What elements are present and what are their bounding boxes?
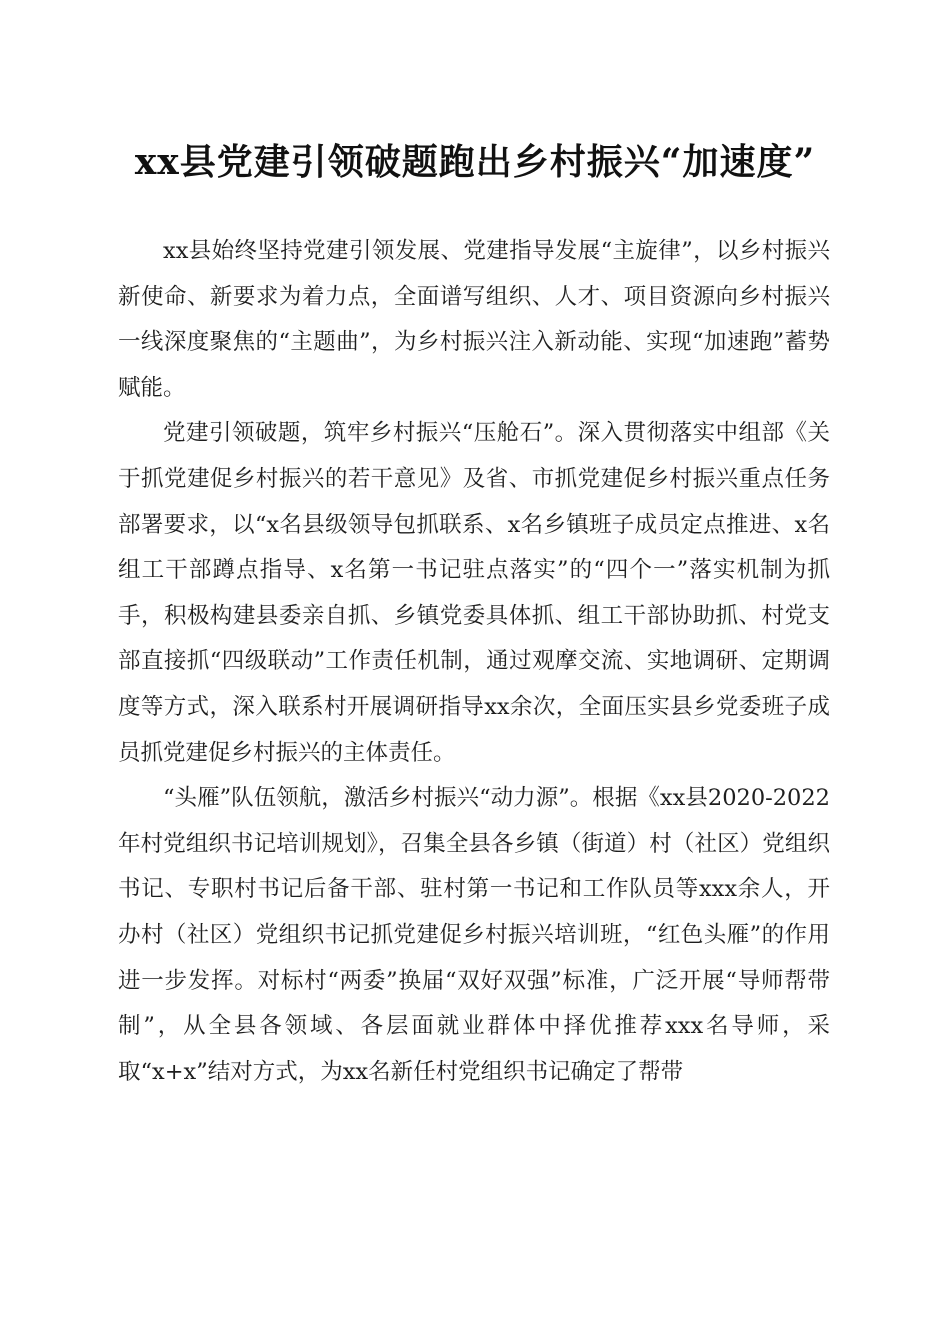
paragraph-intro: xx县始终坚持党建引领发展、党建指导发展“主旋律”，以乡村振兴新使命、新要求为着力点，全面谱写组织、人才、项目资源向乡村振兴一线深度聚焦的“主题曲”，为乡村振兴注入新动能、实现“加速跑”蓄势赋能。 [118, 238, 830, 401]
document-title: xx县党建引领破题跑出乡村振兴“加速度” [134, 141, 816, 183]
document-body [118, 229, 830, 1095]
paragraph-lead-geese: “头雁”队伍领航，激活乡村振兴“动力源”。根据《xx县2020-2022年村党组织书记培训规划》，召集全县各乡镇（街道）村（社区）党组织书记、专职村书记后备干部、驻村第一书记和工作队员等xxx余人，开办村（社区）党组织书记抓党建促乡村振兴培训班，“红色头雁”的作用进一步发挥。对标村“两委”换届“双好双强”标准，广泛开展“导师帮带制”，从全县各领域、各层面就业群体中择优推荐xxx名导师，采取“x+x”结对方式，为xx名新任村党组织书记确定了帮带 [118, 785, 830, 1085]
paragraph-party-building: 党建引领破题，筑牢乡村振兴“压舱石”。深入贯彻落实中组部《关于抓党建促乡村振兴的若干意见》及省、市抓党建促乡村振兴重点任务部署要求，以“x名县级领导包抓联系、x名乡镇班子成员定点推进、x名组工干部蹲点指导、x名第一书记驻点落实”的“四个一”落实机制为抓手，积极构建县委亲自抓、乡镇党委具体抓、组工干部协助抓、村党支部直接抓“四级联动”工作责任机制，通过观摩交流、实地调研、定期调度等方式，深入联系村开展调研指导xx余次，全面压实县乡党委班子成员抓党建促乡村振兴的主体责任。 [118, 420, 830, 766]
